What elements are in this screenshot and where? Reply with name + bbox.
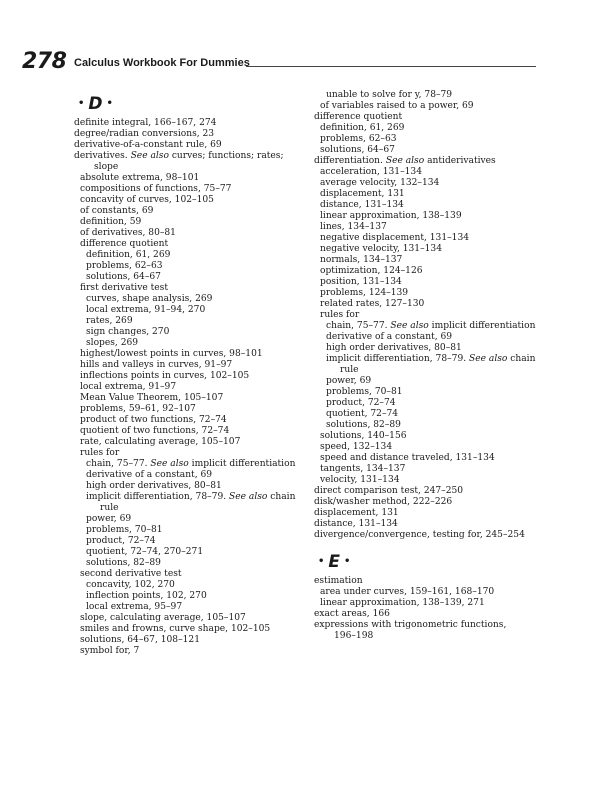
index-subsubentry: solutions, 82–89 [86, 558, 161, 568]
index-subentry: quotient of two functions, 72–74 [80, 426, 230, 436]
index-entry: expressions with trigonometric functions, [314, 620, 507, 630]
index-subsubentry: derivative of a constant, 69 [86, 470, 213, 480]
index-entry-continuation: rule [100, 503, 119, 513]
bullet-icon: • [78, 98, 85, 109]
index-entry: definite integral, 166–167, 274 [74, 118, 217, 128]
index-subsubentry: local extrema, 91–94, 270 [86, 305, 206, 315]
index-subentry: definition, 61, 269 [320, 123, 405, 133]
index-subentry: concavity of curves, 102–105 [80, 195, 214, 205]
page-header [22, 46, 536, 76]
index-subsubentry: implicit differentiation, 78–79. See also chain [86, 492, 296, 502]
index-subsubentry: high order derivatives, 80–81 [86, 481, 222, 491]
index-subentry: optimization, 124–126 [320, 266, 423, 276]
index-entry: differentiation. See also antiderivatives [314, 156, 496, 166]
index-subsubentry: quotient, 72–74 [326, 409, 399, 419]
index-subsubentry: inflection points, 102, 270 [86, 591, 207, 601]
index-entry: degree/radian conversions, 23 [74, 129, 215, 139]
index-subentry: acceleration, 131–134 [320, 167, 422, 177]
index-subentry: tangents, 134–137 [320, 464, 406, 474]
index-subentry: definition, 59 [80, 217, 142, 227]
index-subsubentry: quotient, 72–74, 270–271 [86, 547, 204, 557]
index-subentry: linear approximation, 138–139, 271 [320, 598, 485, 608]
index-subentry: problems, 62–63 [320, 134, 397, 144]
index-subentry: rules for [80, 448, 120, 458]
index-subentry: of constants, 69 [80, 206, 154, 216]
index-subentry: speed and distance traveled, 131–134 [320, 453, 495, 463]
index-entry: estimation [314, 576, 363, 586]
index-subentry: negative velocity, 131–134 [320, 244, 442, 254]
index-subsubentry: power, 69 [326, 376, 372, 386]
index-entry: distance, 131–134 [314, 519, 398, 529]
index-entry: derivatives. See also curves; functions; rates; [74, 151, 284, 161]
index-column-left [74, 94, 302, 657]
index-entry-continuation: 196–198 [334, 631, 374, 641]
section-heading-d [74, 94, 302, 116]
index-subsubentry: product, 72–74 [86, 536, 156, 546]
index-subentry: solutions, 64–67 [320, 145, 395, 155]
page-number: 278 [22, 49, 67, 74]
index-subsubentry: sign changes, 270 [86, 327, 170, 337]
bullet-icon: • [106, 98, 113, 109]
index-entry-continuation: slope [94, 162, 119, 172]
index-subsubentry: power, 69 [86, 514, 132, 524]
index-subentry: negative displacement, 131–134 [320, 233, 470, 243]
index-subentry: of derivatives, 80–81 [80, 228, 176, 238]
index-subentry: smiles and frowns, curve shape, 102–105 [80, 624, 271, 634]
index-subentry: absolute extrema, 98–101 [80, 173, 200, 183]
index-subentry: local extrema, 91–97 [80, 382, 177, 392]
index-subsubentry: problems, 70–81 [326, 387, 403, 397]
index-subentry: normals, 134–137 [320, 255, 403, 265]
bullet-icon: • [318, 556, 325, 567]
index-subentry: lines, 134–137 [320, 222, 387, 232]
index-subentry: first derivative test [80, 283, 168, 293]
index-subentry: area under curves, 159–161, 168–170 [320, 587, 495, 597]
index-subentry: Mean Value Theorem, 105–107 [80, 393, 224, 403]
section-heading-e [314, 552, 540, 574]
section-letter: D [88, 94, 103, 114]
index-subentry: slope, calculating average, 105–107 [80, 613, 246, 623]
index-subentry: rate, calculating average, 105–107 [80, 437, 241, 447]
index-subentry: linear approximation, 138–139 [320, 211, 462, 221]
index-subentry: related rates, 127–130 [320, 299, 425, 309]
index-subsubentry: implicit differentiation, 78–79. See also chain [326, 354, 536, 364]
index-subentry: distance, 131–134 [320, 200, 404, 210]
index-entry-continuation: rule [340, 365, 359, 375]
index-subsubentry: concavity, 102, 270 [86, 580, 175, 590]
index-entry: divergence/convergence, testing for, 245–254 [314, 530, 525, 540]
index-entry: disk/washer method, 222–226 [314, 497, 453, 507]
index-subentry: second derivative test [80, 569, 182, 579]
index-subentry: compositions of functions, 75–77 [80, 184, 232, 194]
index-subsubentry: product, 72–74 [326, 398, 396, 408]
index-column-right [314, 90, 540, 642]
index-entry: difference quotient [314, 112, 403, 122]
index-subsubentry: curves, shape analysis, 269 [86, 294, 213, 304]
index-subentry: product of two functions, 72–74 [80, 415, 227, 425]
index-subentry: problems, 124–139 [320, 288, 409, 298]
index-subentry: position, 131–134 [320, 277, 402, 287]
index-subentry: speed, 132–134 [320, 442, 393, 452]
index-subsubentry: solutions, 82–89 [326, 420, 401, 430]
index-subsubentry: derivative of a constant, 69 [326, 332, 453, 342]
index-subentry: inflections points in curves, 102–105 [80, 371, 250, 381]
index-entry: direct comparison test, 247–250 [314, 486, 464, 496]
section-letter: E [328, 552, 341, 572]
index-subentry: solutions, 140–156 [320, 431, 407, 441]
index-subentry: hills and valleys in curves, 91–97 [80, 360, 233, 370]
index-subsubentry: problems, 70–81 [86, 525, 163, 535]
index-subentry: average velocity, 132–134 [320, 178, 440, 188]
index-subsubentry: high order derivatives, 80–81 [326, 343, 462, 353]
index-subsubentry: local extrema, 95–97 [86, 602, 183, 612]
index-subentry: displacement, 131 [320, 189, 405, 199]
index-subentry: solutions, 64–67, 108–121 [80, 635, 200, 645]
index-subentry: highest/lowest points in curves, 98–101 [80, 349, 263, 359]
index-subsubentry: definition, 61, 269 [86, 250, 171, 260]
index-subentry: symbol for, 7 [80, 646, 140, 656]
index-entry: derivative-of-a-constant rule, 69 [74, 140, 222, 150]
index-entry: exact areas, 166 [314, 609, 390, 619]
index-subentry: difference quotient [80, 239, 169, 249]
index-subentry: velocity, 131–134 [320, 475, 400, 485]
index-subsubentry: chain, 75–77. See also implicit differentiation [86, 459, 296, 469]
index-subsubentry: slopes, 269 [86, 338, 139, 348]
header-rule [246, 66, 536, 67]
index-entry: displacement, 131 [314, 508, 399, 518]
index-subsubentry: problems, 62–63 [86, 261, 163, 271]
index-subsubentry: rates, 269 [86, 316, 133, 326]
index-subentry: of variables raised to a power, 69 [320, 101, 474, 111]
bullet-icon: • [344, 556, 351, 567]
index-subsubentry: unable to solve for y, 78–79 [326, 90, 453, 100]
index-subsubentry: chain, 75–77. See also implicit differentiation [326, 321, 536, 331]
index-subentry: problems, 59–61, 92–107 [80, 404, 196, 414]
book-title: Calculus Workbook For Dummies [74, 57, 250, 69]
index-subsubentry: solutions, 64–67 [86, 272, 161, 282]
index-subentry: rules for [320, 310, 360, 320]
